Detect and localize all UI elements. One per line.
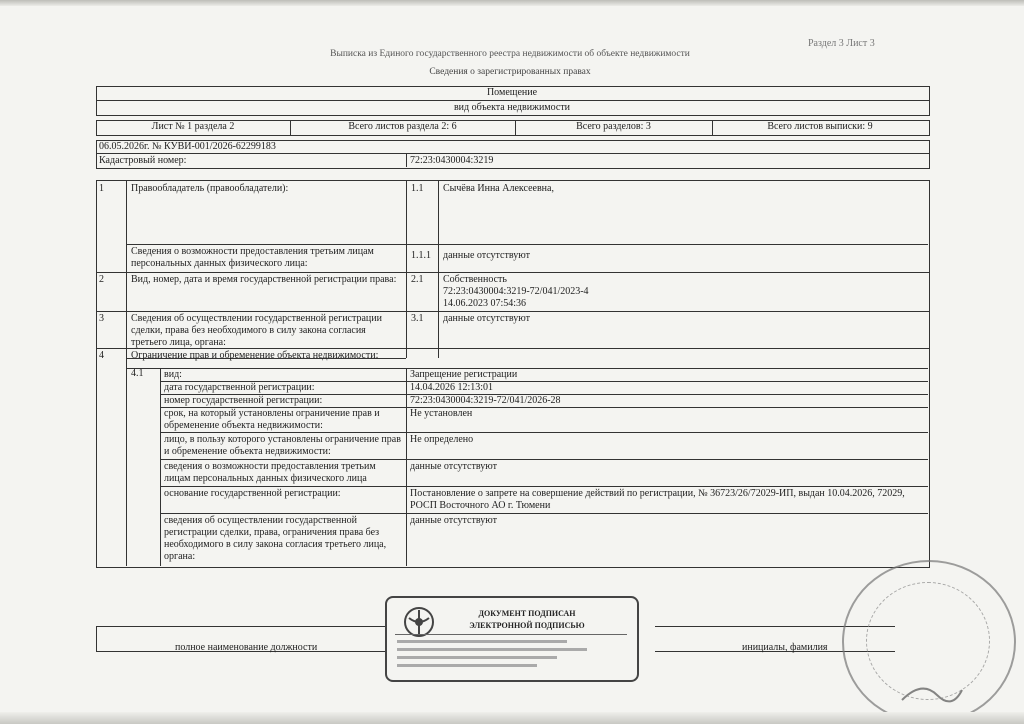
personal-data-label: сведения о возможности предоставления третьим лицам персональных данных физического лица <box>164 461 376 484</box>
object-name: Помещение <box>486 87 538 98</box>
row-2-sub: 2.1 <box>411 274 424 285</box>
restriction-term-label: срок, на который установлены ограничение прав и обременение объекта недвижимости: <box>164 408 380 431</box>
consent-value: данные отсутствуют <box>410 515 497 526</box>
row-1-1-label: Сведения о возможности предоставления третьим лицам персональных данных физического лица: <box>131 246 374 269</box>
restriction-type-label: вид: <box>164 369 182 380</box>
row-2-number: 2 <box>99 274 104 285</box>
row-1-label: Правообладатель (правообладатели): <box>131 183 289 194</box>
restriction-type-value: Запрещение регистрации <box>410 369 518 380</box>
sheets-total: Всего листов выписки: 9 <box>767 121 873 132</box>
consent-label: сведения об осуществлении государственной регистрации сделки, права, ограничения права без необходимого в силу закона согласия третьего лица, органа: <box>164 515 387 562</box>
restriction-number-value: 72:23:0430004:3219-72/041/2026-28 <box>410 395 561 406</box>
sheet-number: Лист № 1 раздела 2 <box>151 121 235 132</box>
document-title: Выписка из Единого государственного реестра недвижимости об объекте недвижимости <box>330 49 690 59</box>
row-3-number: 3 <box>99 313 104 324</box>
extract-date-number: 06.05.2026г. № КУВИ-001/2026-62299183 <box>99 141 276 152</box>
personal-data-value: данные отсутствуют <box>410 461 497 472</box>
beneficiary-label: лицо, в пользу которого установлены ограничение прав и обременение объекта недвижимости: <box>164 434 401 457</box>
object-type-label: вид объекта недвижимости <box>453 102 571 113</box>
row-4-number: 4 <box>99 350 104 361</box>
right-type: Собственность <box>443 274 507 285</box>
basis-label: основание государственной регистрации: <box>164 488 341 499</box>
row-3-sub: 3.1 <box>411 313 424 324</box>
restriction-date-value: 14.04.2026 12:13:01 <box>410 382 494 393</box>
row-1-number: 1 <box>99 183 104 194</box>
section-label: Раздел 3 Лист 3 <box>808 38 875 49</box>
stamp-title-1: ДОКУМЕНТ ПОДПИСАН <box>478 609 576 618</box>
initials-label: инициалы, фамилия <box>742 642 828 653</box>
round-seal-icon <box>842 560 1016 724</box>
row-1-sub: 1.1 <box>411 183 424 194</box>
restriction-term-value: Не установлен <box>410 408 473 419</box>
cadastral-label: Кадастровый номер: <box>99 155 187 166</box>
beneficiary-value: Не определено <box>410 434 474 445</box>
stamp-title-2: ЭЛЕКТРОННОЙ ПОДПИСЬЮ <box>469 621 585 630</box>
row-4-1-sub: 4.1 <box>131 368 144 379</box>
right-reg-number: 72:23:0430004:3219-72/041/2023-4 <box>443 286 589 297</box>
restriction-number-label: номер государственной регистрации: <box>164 395 323 406</box>
sections-total: Всего разделов: 3 <box>576 121 651 132</box>
scan-edge-bottom <box>0 712 1024 724</box>
right-holder-name: Сычёва Инна Алексеевна, <box>443 183 554 194</box>
row-3-value: данные отсутствуют <box>443 313 530 324</box>
position-label: полное наименование должности <box>175 642 318 653</box>
row-1-1-sub: 1.1.1 <box>411 250 431 261</box>
sheets-in-section: Всего листов раздела 2: 6 <box>348 121 457 132</box>
basis-value: Постановление о запрете на совершение действий по регистрации, № 36723/26/72029-ИП, выдан 10.04.2026, 72029, РОСП Восточного АО г. Тюмени <box>410 488 905 511</box>
row-2-label: Вид, номер, дата и время государственной регистрации права: <box>131 274 397 285</box>
row-1-1-value: данные отсутствуют <box>443 250 530 261</box>
document-subtitle: Сведения о зарегистрированных правах <box>429 67 591 77</box>
row-3-label: Сведения об осуществлении государственной регистрации сделки, права без необходимого в силу закона согласия третьего лица, органа: <box>131 313 382 348</box>
e-signature-stamp <box>385 596 639 682</box>
restriction-date-label: дата государственной регистрации: <box>164 382 315 393</box>
scan-edge-top <box>0 0 1024 6</box>
row-4-label: Ограничение прав и обременение объекта недвижимости: <box>131 350 379 361</box>
cadastral-value: 72:23:0430004:3219 <box>410 155 494 166</box>
right-reg-date: 14.06.2023 07:54:36 <box>443 298 527 309</box>
